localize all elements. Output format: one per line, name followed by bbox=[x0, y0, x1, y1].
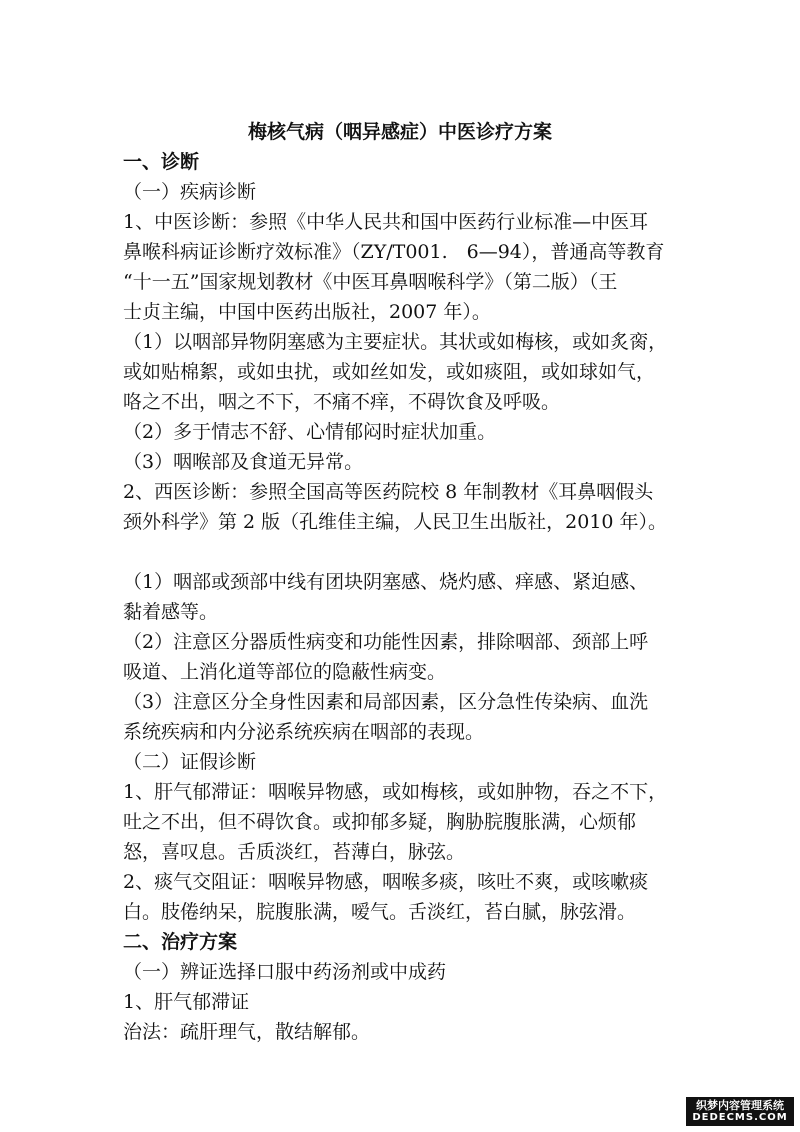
paragraph-line: （3）咽喉部及食道无异常。 bbox=[123, 451, 364, 473]
paragraph-line: （1）咽部或颈部中线有团块阴塞感、烧灼感、痒感、紧迫感、 bbox=[123, 571, 649, 593]
dedecms-watermark bbox=[686, 1097, 794, 1126]
paragraph-line: （2）注意区分器质性病变和功能性因素，排除咽部、颈部上呼 bbox=[123, 631, 649, 653]
paragraph-line: 吸道、上消化道等部位的隐蔽性病变。 bbox=[123, 661, 447, 683]
paragraph-line: 黏着感等。 bbox=[123, 601, 219, 623]
paragraph-line: 治法：疏肝理气，散结解郁。 bbox=[123, 1021, 371, 1043]
paragraph-line: 2、西医诊断：参照全国高等医药院校 8 年制教材《耳鼻咽假头 bbox=[123, 481, 654, 503]
paragraph-line: 2、痰气交阻证：咽喉异物感，咽喉多痰，咳吐不爽，或咳嗽痰 bbox=[123, 871, 649, 893]
paragraph-line: 1、肝气郁滞证 bbox=[123, 991, 250, 1013]
watermark-cn-text: 织梦内容管理系统 bbox=[696, 1099, 784, 1112]
paragraph-line: “十一五”国家规划教材《中医耳鼻咽喉科学》（第二版）（王 bbox=[123, 271, 618, 293]
paragraph-line: 士贞主编，中国中医药出版社，2007 年）。 bbox=[123, 301, 491, 323]
paragraph-line: 吐之不出，但不碍饮食。或抑郁多疑，胸胁脘腹胀满，心烦郁 bbox=[123, 811, 637, 833]
document-title: 梅核气病（咽异感症）中医诊疗方案 bbox=[247, 121, 552, 143]
paragraph-line: 颈外科学》第 2 版（孔维佳主编，人民卫生出版社，2010 年）。 bbox=[123, 511, 668, 533]
section-heading-diagnosis: 一、诊断 bbox=[123, 151, 200, 173]
paragraph-line: 系统疾病和内分泌系统疾病在咽部的表现。 bbox=[123, 721, 485, 743]
paragraph-line: 或如贴棉絮，或如虫扰，或如丝如发，或如痰阻，或如球如气， bbox=[123, 361, 656, 383]
watermark-en-text: DEDECMS.COM bbox=[692, 1112, 788, 1123]
subsection-heading-disease-diagnosis: （一）疾病诊断 bbox=[123, 181, 257, 203]
paragraph-line: （2）多于情志不舒、心情郁闷时症状加重。 bbox=[123, 421, 497, 443]
subsection-heading-syndrome-diagnosis: （二）证假诊断 bbox=[123, 751, 257, 773]
paragraph-line: （3）注意区分全身性因素和局部因素，区分急性传染病、血洗 bbox=[123, 691, 649, 713]
paragraph-line: 咯之不出，咽之不下，不痛不痒，不碍饮食及呼吸。 bbox=[123, 391, 561, 413]
paragraph-line: 1、中医诊断：参照《中华人民共和国中医药行业标准—中医耳 bbox=[123, 211, 649, 233]
section-heading-treatment: 二、治疗方案 bbox=[123, 931, 238, 953]
paragraph-line: 鼻喉科病证诊断疗效标准》（ZY/T001. 6—94），普通高等教育 bbox=[123, 241, 665, 263]
paragraph-line: 怒，喜叹息。舌质淡红，苔薄白，脉弦。 bbox=[123, 841, 466, 863]
paragraph-line: （1）以咽部异物阴塞感为主要症状。其状或如梅核，或如炙脔， bbox=[123, 331, 668, 353]
subsection-heading-oral-medicine: （一）辨证选择口服中药汤剂或中成药 bbox=[123, 961, 447, 983]
paragraph-line: 1、肝气郁滞证：咽喉异物感，或如梅核，或如肿物，吞之不下， bbox=[123, 781, 668, 803]
paragraph-line: 白。肢倦纳呆，脘腹胀满，嗳气。舌淡红，苔白腻，脉弦滑。 bbox=[123, 901, 637, 923]
